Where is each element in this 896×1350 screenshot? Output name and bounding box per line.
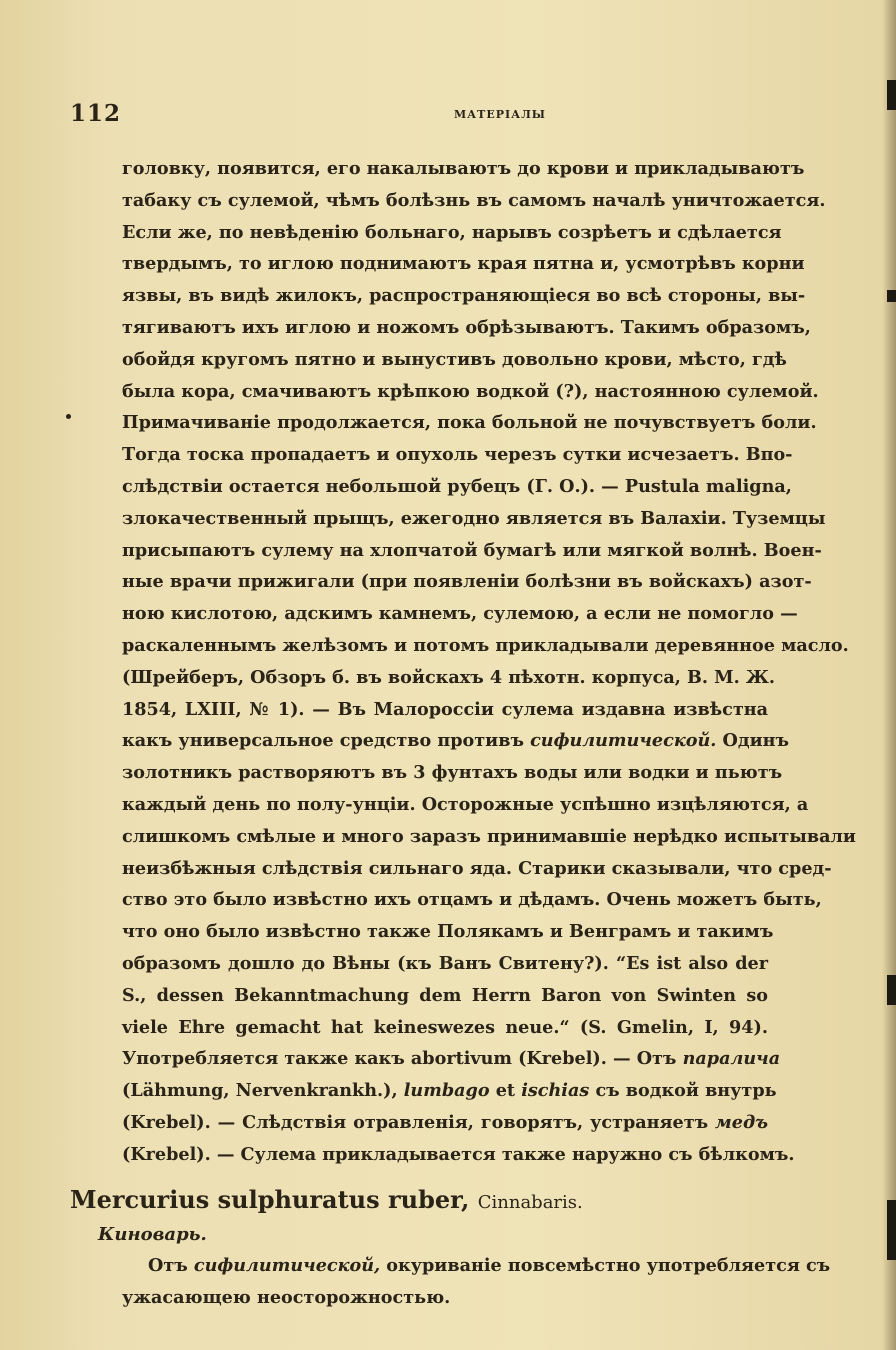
edge-mark [887, 290, 896, 302]
text-line: головку, появится, его накалываютъ до крови и прикладываютъ [122, 158, 805, 179]
text-line: злокачественный прыщъ, ежегодно является въ Валахiи. Туземцы [122, 507, 826, 529]
text-line: что оно было извѣстно также Полякамъ и Венграмъ и такимъ [122, 921, 774, 943]
text-line: табаку съ сулемой, чѣмъ болѣзнь въ самомъ началѣ уничтожается. [122, 189, 826, 211]
text-line: Тогда тоска пропадаетъ и опухоль черезъ сутки исчезаетъ. Впо- [122, 444, 793, 466]
text-line: viele Ehre gemacht hat keineswezes neue.“ (S. Gmelin, I, 94). [122, 1016, 768, 1038]
margin-dot [66, 414, 71, 419]
text-segment: Одинъ [722, 730, 789, 752]
text-line: (Krebel). — Сулема прикладывается также наружно съ бѣлкомъ. [122, 1143, 795, 1165]
section-synonym: Cinnabaris. [477, 1192, 583, 1213]
page-header [70, 100, 770, 140]
text-line: язвы, въ видѣ жилокъ, распространяющiеся во всѣ стороны, вы- [122, 285, 806, 307]
text-line: неизбѣжныя слѣдствiя сильнаго яда. Старики сказывали, что сред- [122, 857, 832, 879]
italic-term: ischias [521, 1080, 590, 1102]
text-segment: окуриванiе повсемѣстно употребляется съ [386, 1255, 831, 1276]
text-line: слѣдствiи остается небольшой рубецъ (Г. О.). — Pustula maligna, [122, 475, 792, 497]
text-line: ною кислотою, адскимъ камнемъ, сулемою, а если не помогло — [122, 603, 798, 625]
text-segment: (Krebel). — Слѣдствiя отравленiя, говорятъ, устраняетъ [122, 1111, 709, 1133]
text-segment: Употребляется также какъ abortivum (Krebel). — Отъ [122, 1048, 677, 1070]
text-line-mixed [122, 1250, 831, 1282]
text-line: S., dessen Bekanntmachung dem Herrn Baron von Swinten so [122, 984, 768, 1006]
text-line: была кора, смачиваютъ крѣпкою водкой (?), настоянною сулемой. [122, 380, 819, 402]
page-edge-shadow [882, 0, 896, 1350]
edge-mark [887, 80, 896, 110]
text-line: твердымъ, то иглою поднимаютъ края пятна и, усмотрѣвъ корни [122, 253, 805, 275]
section-paragraph [122, 1250, 831, 1314]
text-line: 1854, LXIII, № 1). — Въ Малороссiи сулема издавна извѣстна [122, 698, 768, 720]
text-line: Если же, по невѣденію больнаго, нарывъ созрѣетъ и сдѣлается [122, 221, 782, 243]
text-line: образомъ дошло до Вѣны (къ Ванъ Свитену?). “Es ist also der [122, 952, 768, 974]
text-line: присыпаютъ сулему на хлопчатой бумагѣ или мягкой волнѣ. Воен- [122, 539, 822, 561]
text-line: ужасающею неосторожностью. [122, 1286, 451, 1308]
text-segment: Отъ [148, 1255, 188, 1276]
text-line-mixed [122, 725, 789, 757]
text-line: каждый день по полу-унцiи. Осторожные успѣшно изцѣляются, а [122, 793, 809, 815]
text-line: золотникъ растворяютъ въ 3 фунтахъ воды или водки и пьютъ [122, 762, 783, 784]
italic-term: медъ [715, 1111, 768, 1133]
text-line: (Шрейберъ, Обзоръ б. въ войскахъ 4 пѣхотн. корпуса, В. М. Ж. [122, 666, 776, 688]
section-russian-name: Киноварь. [98, 1224, 207, 1245]
text-line: тягиваютъ ихъ иглою и ножомъ обрѣзываютъ. Такимъ образомъ, [122, 316, 811, 338]
running-head: МАТЕРIАЛЫ [454, 108, 547, 121]
body-paragraph [122, 153, 856, 1171]
edge-mark [887, 1200, 896, 1260]
text-line: ство это было извѣстно ихъ отцамъ и дѣдамъ. Очень можетъ быть, [122, 889, 822, 911]
section-heading [70, 1185, 583, 1214]
text-segment: et [495, 1080, 516, 1102]
text-line: ные врачи прижигали (при появленiи болѣзни въ войскахъ) азот- [122, 571, 812, 593]
edge-mark [887, 975, 896, 1005]
text-line-mixed [122, 1107, 768, 1139]
italic-term: паралича [682, 1048, 781, 1070]
text-line-mixed [122, 1075, 777, 1107]
text-line-mixed [122, 1043, 781, 1075]
text-line: слишкомъ смѣлые и много заразъ принимавшiе нерѣдко испытывали [122, 825, 856, 847]
page-number: 112 [70, 100, 122, 127]
italic-term: сифилитической. [530, 730, 717, 752]
text-segment: (Lähmung, Nervenkrankh.), [122, 1080, 398, 1102]
italic-term: сифилитической, [193, 1255, 381, 1276]
italic-term: lumbago [403, 1080, 490, 1102]
section-title: Mercurius sulphuratus ruber, [70, 1185, 470, 1214]
text-segment: съ водкой внутрь [595, 1080, 777, 1102]
text-line: раскаленнымъ желѣзомъ и потомъ прикладывали деревянное масло. [122, 634, 849, 656]
text-segment: какъ универсальное средство противъ [122, 730, 524, 752]
text-line: обойдя кругомъ пятно и вынустивъ довольно крови, мѣсто, гдѣ [122, 348, 787, 370]
text-line: Примачиванiе продолжается, пока больной не почувствуетъ боли. [122, 412, 817, 434]
